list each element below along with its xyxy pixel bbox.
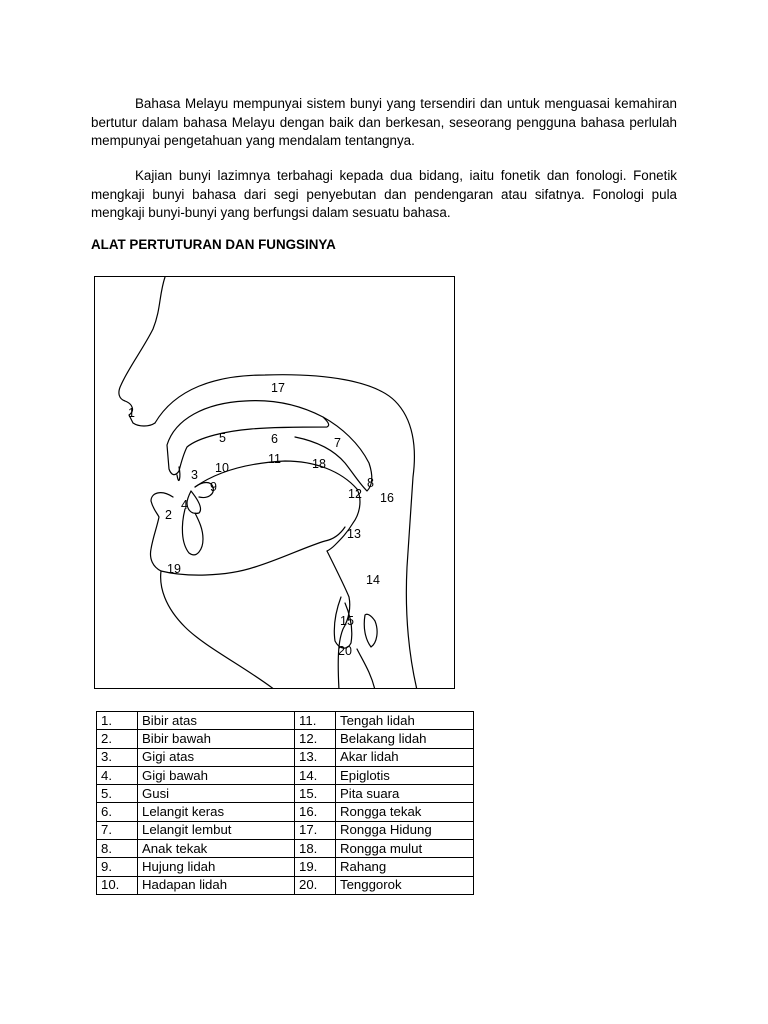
label-15: 15 <box>340 614 354 628</box>
legend-number: 12. <box>295 730 336 748</box>
label-20: 20 <box>338 644 352 658</box>
label-6: 6 <box>271 432 278 446</box>
legend-term: Gusi <box>138 785 295 803</box>
legend-term: Hadapan lidah <box>138 876 295 894</box>
upper-palate-outline <box>167 401 329 475</box>
intro-paragraph-2: Kajian bunyi lazimnya terbahagi kepada dua bidang, iaitu fonetik dan fonologi. Fonetik mengkaji bunyi bahasa dari segi penyebutan dan pendengaran atau sifatnya. Fonologi pula mengkaji bunyi-bunyi yang berfungsi dalam sesuatu bahasa. <box>91 168 677 220</box>
legend-term: Gigi atas <box>138 748 295 766</box>
legend-row <box>97 748 474 766</box>
legend-term: Rongga tekak <box>336 803 474 821</box>
pharynx-back-wall <box>357 649 375 689</box>
label-13: 13 <box>347 527 361 541</box>
legend-number: 15. <box>295 785 336 803</box>
legend-number: 13. <box>295 748 336 766</box>
legend-term: Lelangit lembut <box>138 821 295 839</box>
legend-number: 19. <box>295 858 336 876</box>
legend-term: Tengah lidah <box>336 712 474 730</box>
label-7: 7 <box>334 436 341 450</box>
trachea-outline <box>364 614 377 647</box>
legend-number: 11. <box>295 712 336 730</box>
label-1: 1 <box>128 406 135 420</box>
legend-term: Rongga mulut <box>336 840 474 858</box>
jaw-inner-outline <box>182 509 203 555</box>
vocal-tract-diagram <box>94 276 455 689</box>
legend-number: 5. <box>97 785 138 803</box>
legend-number: 6. <box>97 803 138 821</box>
label-11: 11 <box>268 452 281 466</box>
legend-number: 7. <box>97 821 138 839</box>
legend-term: Pita suara <box>336 785 474 803</box>
lower-teeth-outline <box>187 491 201 513</box>
nasal-cavity-outline <box>155 375 417 689</box>
legend-number: 10. <box>97 876 138 894</box>
legend-number: 1. <box>97 712 138 730</box>
legend-row <box>97 840 474 858</box>
vocal-tract-drawing <box>95 277 455 689</box>
legend-row <box>97 712 474 730</box>
legend-number: 14. <box>295 766 336 784</box>
neck-outline <box>161 571 275 689</box>
legend-number: 18. <box>295 840 336 858</box>
label-10: 10 <box>215 461 229 475</box>
legend-row <box>97 730 474 748</box>
label-8: 8 <box>367 476 374 490</box>
legend-term: Akar lidah <box>336 748 474 766</box>
legend-row <box>97 858 474 876</box>
legend-number: 8. <box>97 840 138 858</box>
legend-term: Belakang lidah <box>336 730 474 748</box>
legend-number: 9. <box>97 858 138 876</box>
label-4: 4 <box>181 498 188 512</box>
legend-term: Bibir atas <box>138 712 295 730</box>
intro-paragraph-1: Bahasa Melayu mempunyai sistem bunyi yang tersendiri dan untuk menguasai kemahiran bertutur dalam bahasa Melayu dengan baik dan berkesan, seseorang pengguna bahasa perlulah mempunyai pengetahuan yang mendalam tentangnya. <box>91 96 677 148</box>
label-9: 9 <box>210 480 217 494</box>
legend-row <box>97 821 474 839</box>
label-5: 5 <box>219 431 226 445</box>
legend-term: Tenggorok <box>336 876 474 894</box>
legend-term: Anak tekak <box>138 840 295 858</box>
legend-row <box>97 785 474 803</box>
section-heading: ALAT PERTUTURAN DAN FUNGSINYA <box>91 237 336 252</box>
label-14: 14 <box>366 573 380 587</box>
legend-number: 3. <box>97 748 138 766</box>
face-profile-outline <box>119 277 165 426</box>
label-3: 3 <box>191 468 198 482</box>
legend-term: Hujung lidah <box>138 858 295 876</box>
label-16: 16 <box>380 491 394 505</box>
legend-number: 17. <box>295 821 336 839</box>
label-19: 19 <box>167 562 181 576</box>
legend-table <box>96 711 474 895</box>
legend-number: 16. <box>295 803 336 821</box>
legend-number: 4. <box>97 766 138 784</box>
soft-palate-outline <box>295 417 372 491</box>
legend-term: Rongga Hidung <box>336 821 474 839</box>
legend-term: Epiglotis <box>336 766 474 784</box>
legend-term: Lelangit keras <box>138 803 295 821</box>
legend-number: 20. <box>295 876 336 894</box>
legend-term: Gigi bawah <box>138 766 295 784</box>
label-18: 18 <box>312 457 326 471</box>
label-17: 17 <box>271 381 285 395</box>
legend-row <box>97 803 474 821</box>
label-2: 2 <box>165 508 172 522</box>
legend-row <box>97 766 474 784</box>
legend-term: Bibir bawah <box>138 730 295 748</box>
legend-row <box>97 876 474 894</box>
legend-number: 2. <box>97 730 138 748</box>
legend-term: Rahang <box>336 858 474 876</box>
label-12: 12 <box>348 487 362 501</box>
